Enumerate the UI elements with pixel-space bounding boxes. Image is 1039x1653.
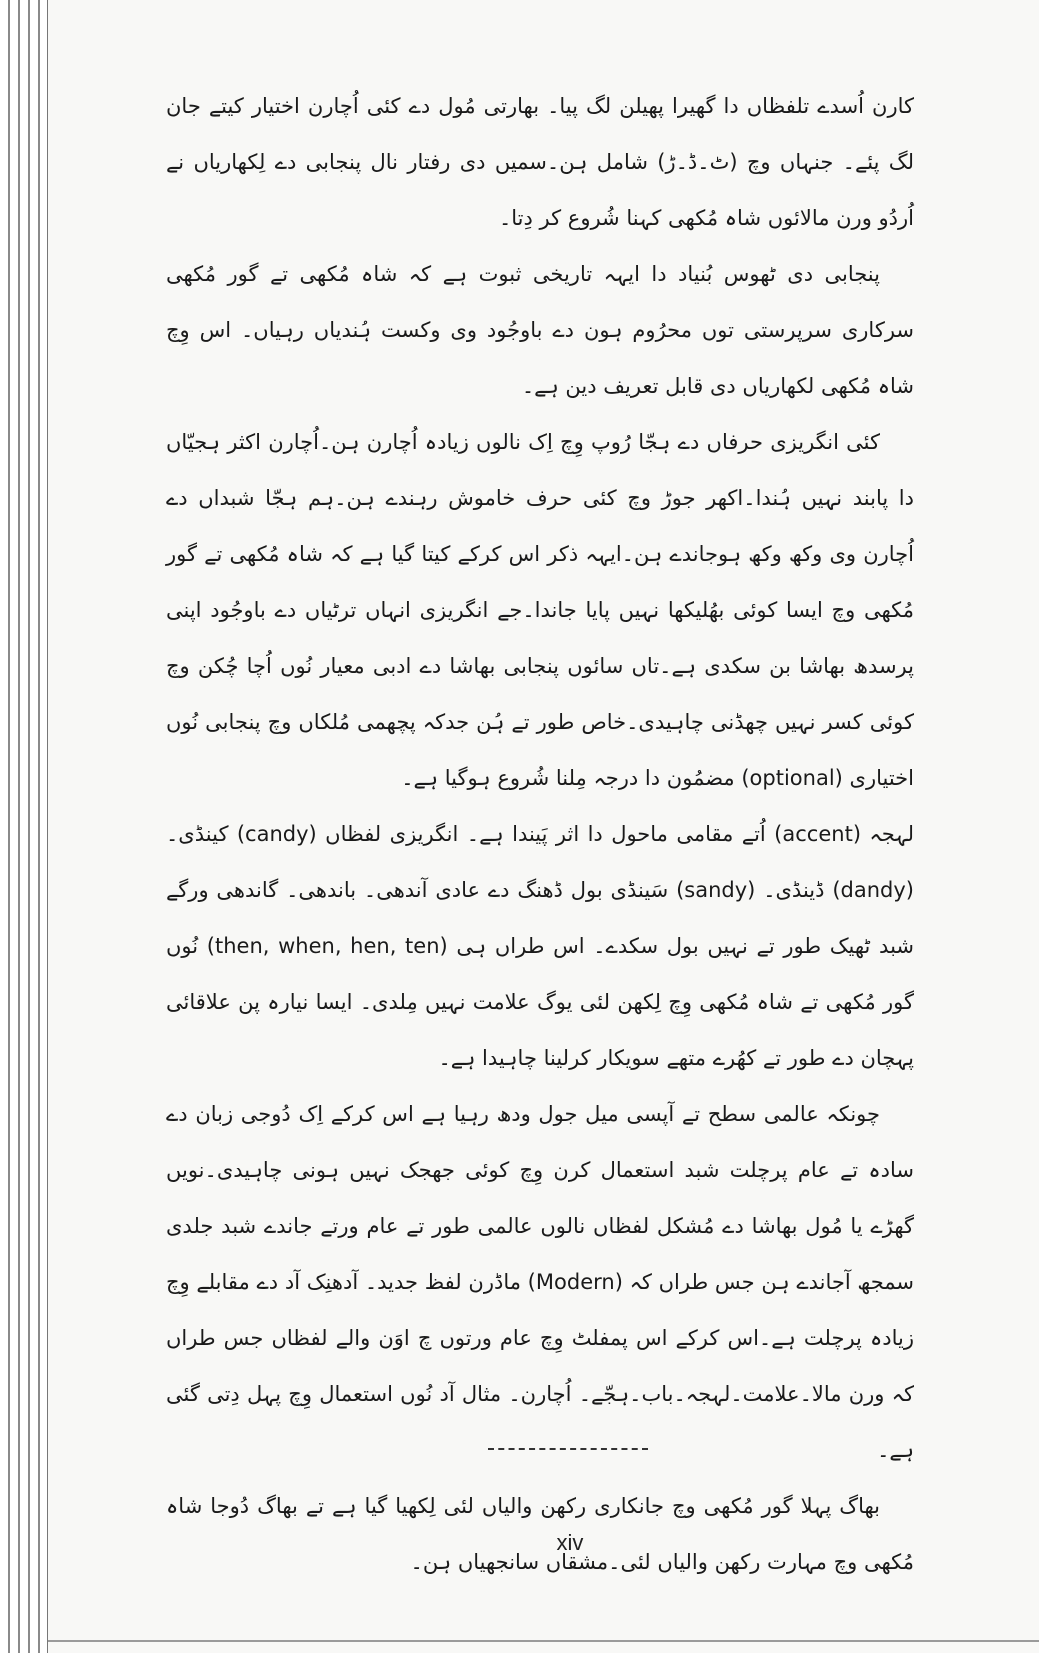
- page-edge: [8, 0, 10, 1653]
- paragraph: کارن اُسدے تلفظاں دا گھیرا پھیلن لگ پیا۔ بھارتی مُول دے کئی اُچارن اختیار کیتے جان لگ پئے۔ جنہاں وچ (ٹ۔ڈ۔ڑ) شامل ہن۔سمیں دی رفتار نال پنجابی دے لِکھاریاں نے اُردُو ورن مالائوں شاہ مُکھی کہنا شُروع کر دِتا۔: [166, 94, 914, 230]
- paragraph: چونکہ عالمی سطح تے آپسی میل جول ودھ رہیا ہے اس کرکے اِک دُوجی زبان دے سادہ تے عام پرچلت شبد استعمال کرن وِچ کوئی جھجک نہیں ہونی چاہیدی۔نویں گھڑے یا مُول بھاشا دے مُشکل لفظاں نالوں عالمی طور تے عام ورتے جاندے شبد جلدی سمجھ آجاندے ہن جس طراں کہ (Modern) ماڈرن لفظ جدید۔ آدھنِک آد دے مقابلے وِچ زیادہ پرچلت ہے۔اس کرکے اس پمفلٹ وِچ عام ورتوں چ اوَن والے لفظاں جس طراں کہ ورن مالا۔علامت۔لہجہ۔باب۔ہجّے۔ اُچارن۔ مثال آد نُوں استعمال وِچ پہل دِتی گئی ہے۔: [166, 1102, 914, 1462]
- section-separator: [488, 1448, 648, 1450]
- page-edge: [18, 0, 20, 1653]
- paragraph: لہجہ (accent) اُتے مقامی ماحول دا اثر پَیندا ہے۔ انگریزی لفظاں (candy) کینڈی۔ (dandy) ڈینڈی۔ (sandy) سَینڈی بول ڈھنگ دے عادی آندھی۔ باندھی۔ گاندھی ورگے شبد ٹھیک طور تے نہیں بول سکدے۔ اس طراں ہی (then, when, hen, ten) نُوں گور مُکھی تے شاہ مُکھی وِچ لِکھن لئی یوگ علامت نہیں مِلدی۔ ایسا نیارہ پن علاقائی پہچان دے طور تے کھُرے متھے سویکار کرلینا چاہیدا ہے۔: [166, 822, 915, 1070]
- paragraph: کئی انگریزی حرفاں دے ہجّا رُوپ وِچ اِک نالوں زیادہ اُچارن ہن۔اُچارن اکثر ہجیّاں دا پابند نہیں ہُندا۔اکھر جوڑ وچ کئی حرف خاموش رہندے ہن۔ہم ہجّا شبداں دے اُچارن وی وکھ وکھ ہوجاندے ہن۔ایہہ ذکر اس کرکے کیتا گیا ہے کہ شاہ مُکھی تے گور مُکھی وچ ایسا کوئی بھُلیکھا نہیں پایا جاندا۔جے انگریزی انہاں ترٹیاں دے باوجُود اپنی پرسدھ بھاشا بن سکدی ہے۔تاں سائوں پنجابی بھاشا دے ادبی معیار نُوں اُچا چُکن وچ کوئی کسر نہیں چھڈنی چاہیدی۔خاص طور تے ہُن جدکہ پچھمی مُلکاں وچ پنجابی نُوں اختیاری (optional) مضمُون دا درجہ مِلنا شُروع ہوگیا ہے۔: [166, 430, 914, 790]
- paragraph: بھاگ پہلا گور مُکھی وچ جانکاری رکھن والیاں لئی لِکھیا گیا ہے تے بھاگ دُوجا شاہ مُکھی وچ مہارت رکھن والیاں لئی۔مشقاں سانجھیاں ہن۔: [166, 1494, 914, 1574]
- paragraph: پنجابی دی ٹھوس بُنیاد دا ایہہ تاریخی ثبوت ہے کہ شاہ مُکھی تے گور مُکھی سرکاری سرپرستی توں محرُوم ہون دے باوجُود وی وکست ہُندیاں رہیاں۔ اس وِچ شاہ مُکھی لکھاریاں دی قابل تعریف دین ہے۔: [166, 262, 914, 398]
- page-number: xiv: [556, 1530, 584, 1555]
- page-body: [166, 78, 914, 1590]
- page-edge: [38, 0, 40, 1653]
- book-page: [48, 0, 1039, 1653]
- page-edge: [28, 0, 30, 1653]
